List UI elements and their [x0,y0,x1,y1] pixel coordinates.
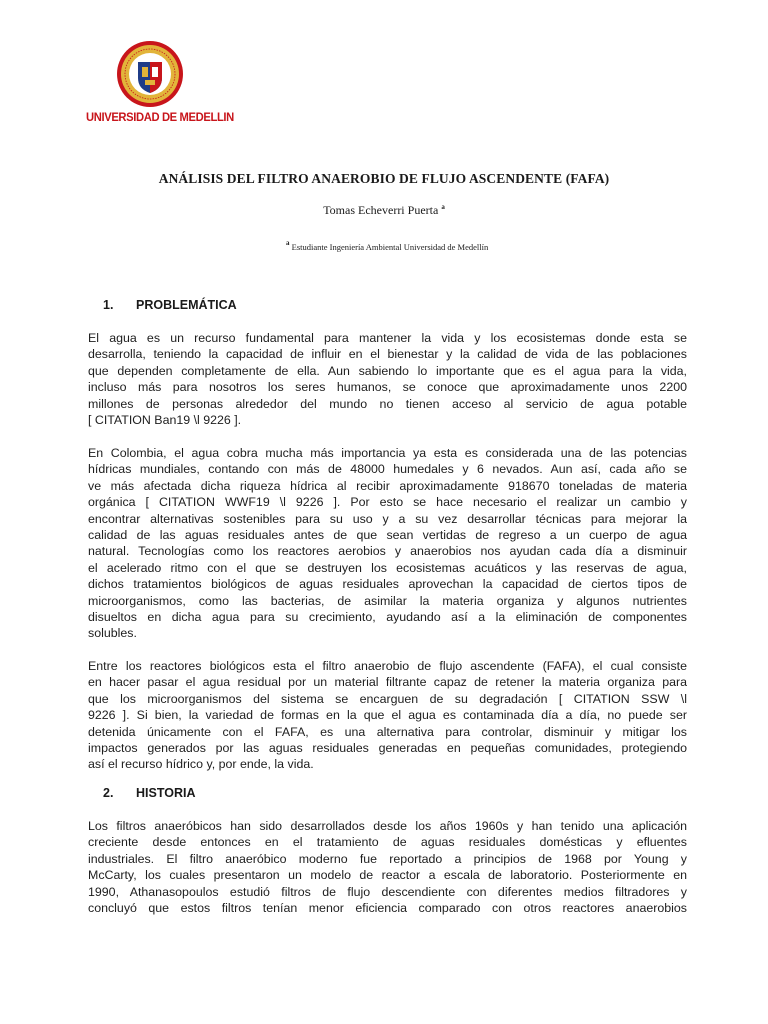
paragraph-line: así el recurso hídrico y, por ende, la vida. [88,757,314,772]
paragraph [88,818,687,916]
university-name: UNIVERSIDAD DE MEDELLIN [86,110,234,124]
author-name: Tomas Echeverri Puerta [323,203,439,217]
paragraph-line: que dependen completamente de ella. Aun sabiendo lo importante que es el agua para la vida, [88,363,687,378]
paragraph-line: El agua es un recurso fundamental para mantener la vida y los ecosistemas donde esta se [88,331,687,345]
paragraph-line: Entre los reactores biológicos esta el filtro anaerobio de flujo ascendente (FAFA), el cual consiste [88,659,687,673]
paragraph-line: dichos tratamientos biológicos de aguas residuales aprovechan la capacidad de ciertos tipos de [88,577,687,592]
paragraph-line: impactos generados por las aguas residuales generadas en pequeñas comunidades, protegiendo [88,740,687,755]
paragraph-line: microorganismos, como las bacterias, de asimilar la materia organiza y algunos nutrientes [88,593,687,608]
paragraph-line: 9226 ]. Si bien, la variedad de formas en la que el agua es contaminada día a día, no puede ser [88,708,687,723]
section-title: PROBLEMÁTICA [136,298,237,312]
affiliation-line [286,239,706,252]
paragraph-line: que los microorganismos del sistema se encarguen de su degradación [ CITATION SSW \l [88,691,687,706]
author-line [0,203,768,218]
paragraph-line: 1990, Athanasopoulos estudió filtros de flujo descendiente con diferentes medios filtradores y [88,884,687,899]
affiliation-text: Estudiante Ingeniería Ambiental Universidad de Medellín [291,242,489,252]
paragraph [88,658,687,773]
paragraph-line: el acelerado ritmo con el que se destruyen los ecosistemas acuáticos y las reservas de agua, [88,560,687,575]
paragraph-line: ve más afectada dicha riqueza hídrica al recibir aproximadamente 918670 toneladas de materia [88,478,687,493]
author-affiliation-mark: a [441,203,445,211]
paragraph-line: detenida únicamente con el FAFA, es una alternativa para controlar, disminuir y mitigar los [88,724,687,739]
paragraph-line: orgánica [ CITATION WWF19 \l 9226 ]. Por esto se hace necesario el realizar un cambio y [88,495,687,510]
university-logo [86,40,234,126]
paragraph-line: incluso más para nosotros los seres humanos, se conoce que aproximadamente unos 2200 [88,380,687,395]
university-seal-icon [116,40,184,108]
paragraph-line: encontrar alternativas sostenibles para su uso y a su vez desarrollar técnicas para mejorar la [88,511,687,526]
paragraph-line: [ CITATION Ban19 \l 9226 ]. [88,412,242,427]
section-heading [103,786,196,800]
paragraph-line: Los filtros anaeróbicos han sido desarrollados desde los años 1960s y han tenido una aplicación [88,819,687,833]
paragraph-line: solubles. [88,626,137,641]
paragraph-line: industriales. El filtro anaeróbico moderno fue reportado a principios de 1968 por Young y [88,851,687,866]
section-heading [103,298,237,312]
paragraph-line: En Colombia, el agua cobra mucha más importancia ya esta es considerada una de las potencias [88,446,687,460]
section-number: 1. [103,298,114,312]
paragraph-line: desarrolla, teniendo la capacidad de influir en el bienestar y la calidad de vida de las poblaciones [88,347,687,362]
paragraph-line: en hacer pasar el agua residual por un material filtrante capaz de retener la materia organiza para [88,675,687,690]
paragraph-line: creciente desde entonces en el tratamiento de aguas residuales domésticas y efluentes [88,835,687,850]
paragraph-line: McCarty, los cuales presentaron un modelo de reactor a escala de laboratorio. Posteriormente en [88,868,687,883]
paragraph-line: calidad de las aguas residuales antes de que sean vertidas de regreso a un cuerpo de agua [88,527,687,542]
affiliation-mark: a [286,239,290,247]
paragraph-line: millones de personas alrededor del mundo no tienen acceso al servicio de agua potable [88,396,687,411]
document-title: ANÁLISIS DEL FILTRO ANAEROBIO DE FLUJO ASCENDENTE (FAFA) [158,171,610,186]
paragraph [88,445,687,642]
paragraph-line: natural. Tecnologías como los reactores aerobios y anaerobios nos ayudan cada día a disminuir [88,544,687,559]
section-title: HISTORIA [136,786,196,800]
section-number: 2. [103,786,114,800]
paragraph [88,330,687,428]
paragraph-line: concluyó que estos filtros tenían menor eficiencia comparado con otros reactores anaerobios [88,900,687,915]
paragraph-line: hídricas mundiales, contando con más de 48000 humedales y 6 nevados. Aun así, cada año se [88,462,687,477]
paragraph-line: disueltos en dicha agua para su crecimiento, ayudando así a la eliminación de componentes [88,609,687,624]
